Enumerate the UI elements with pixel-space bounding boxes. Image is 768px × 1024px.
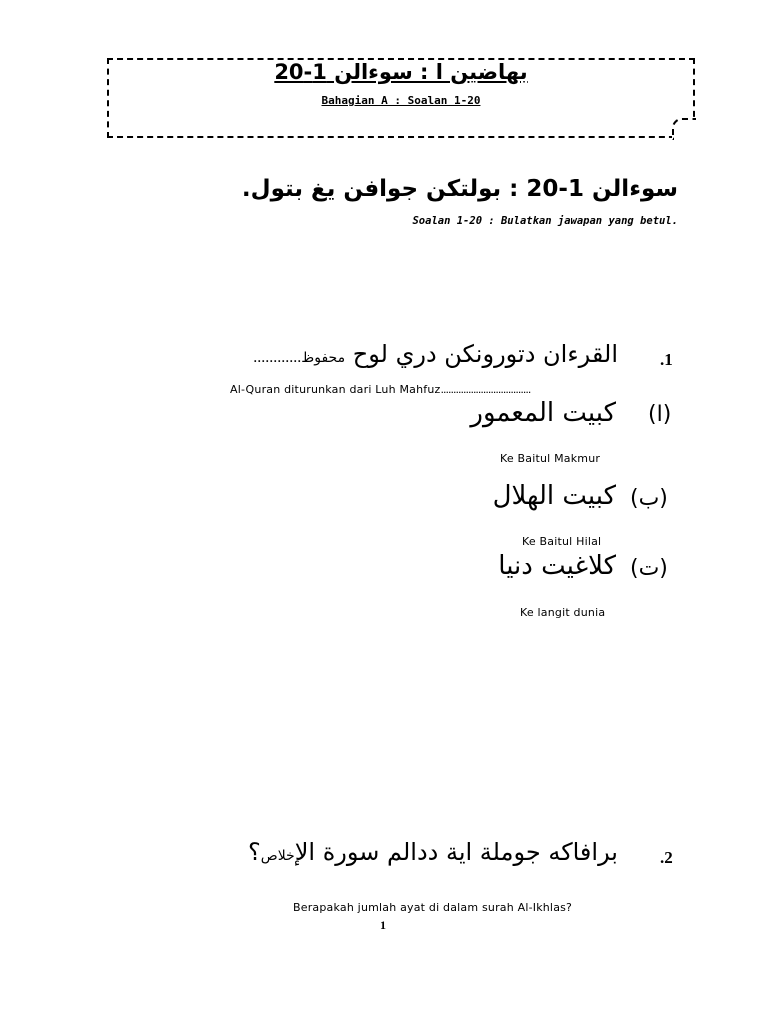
instruction-subtitle: Soalan 1-20 : Bulatkan jawapan yang betul. xyxy=(412,215,678,227)
section-header-subtitle: Bahagian A : Soalan 1-20 xyxy=(321,94,481,107)
option-a-label[interactable]: (ا) xyxy=(648,402,672,427)
option-t-arabic[interactable]: كلاغيت دنيا xyxy=(498,551,616,581)
option-t-translation: Ke langit dunia xyxy=(520,606,606,619)
option-b-translation: Ke Baitul Hilal xyxy=(522,535,602,548)
section-header-title: بهاضين ا : سوءالن 1-20 xyxy=(274,60,528,84)
question-1-arabic: القرءان دتورونكن دري لوح xyxy=(352,340,618,368)
question-1-arabic-small: محفوظ xyxy=(301,350,346,366)
question-1-latin-blank: .................................... xyxy=(440,383,531,396)
question-1-translation xyxy=(230,383,530,396)
question-2-arabic: برافاكه جوملة اية ددالم سورة الإ xyxy=(294,838,618,866)
page-curl-decoration xyxy=(672,118,696,140)
question-1-text xyxy=(253,340,618,368)
option-t-label[interactable]: (ت) xyxy=(630,556,668,581)
instruction-title: سوءالن 1-20 : بولتكن جوافن يغ بتول. xyxy=(241,176,678,202)
page-number: 1 xyxy=(380,918,386,932)
question-2-arabic-small: خلاص xyxy=(260,848,295,864)
question-1-blank: ............ xyxy=(253,349,302,366)
question-2-text xyxy=(248,838,618,866)
question-2-translation: Berapakah jumlah ayat di dalam surah Al-Ikhlas? xyxy=(293,901,573,914)
question-1-number: .1 xyxy=(660,350,673,369)
question-1-latin: Al-Quran diturunkan dari Luh Mahfuz xyxy=(230,383,441,396)
option-a-translation: Ke Baitul Makmur xyxy=(500,452,601,465)
option-b-label[interactable]: (ب) xyxy=(630,486,668,511)
question-2-number: .2 xyxy=(660,848,673,867)
question-2-question-mark: ؟ xyxy=(248,838,261,866)
option-a-arabic[interactable]: كبيت المعمور xyxy=(470,398,616,428)
option-b-arabic[interactable]: كبيت الهلال xyxy=(492,481,616,511)
